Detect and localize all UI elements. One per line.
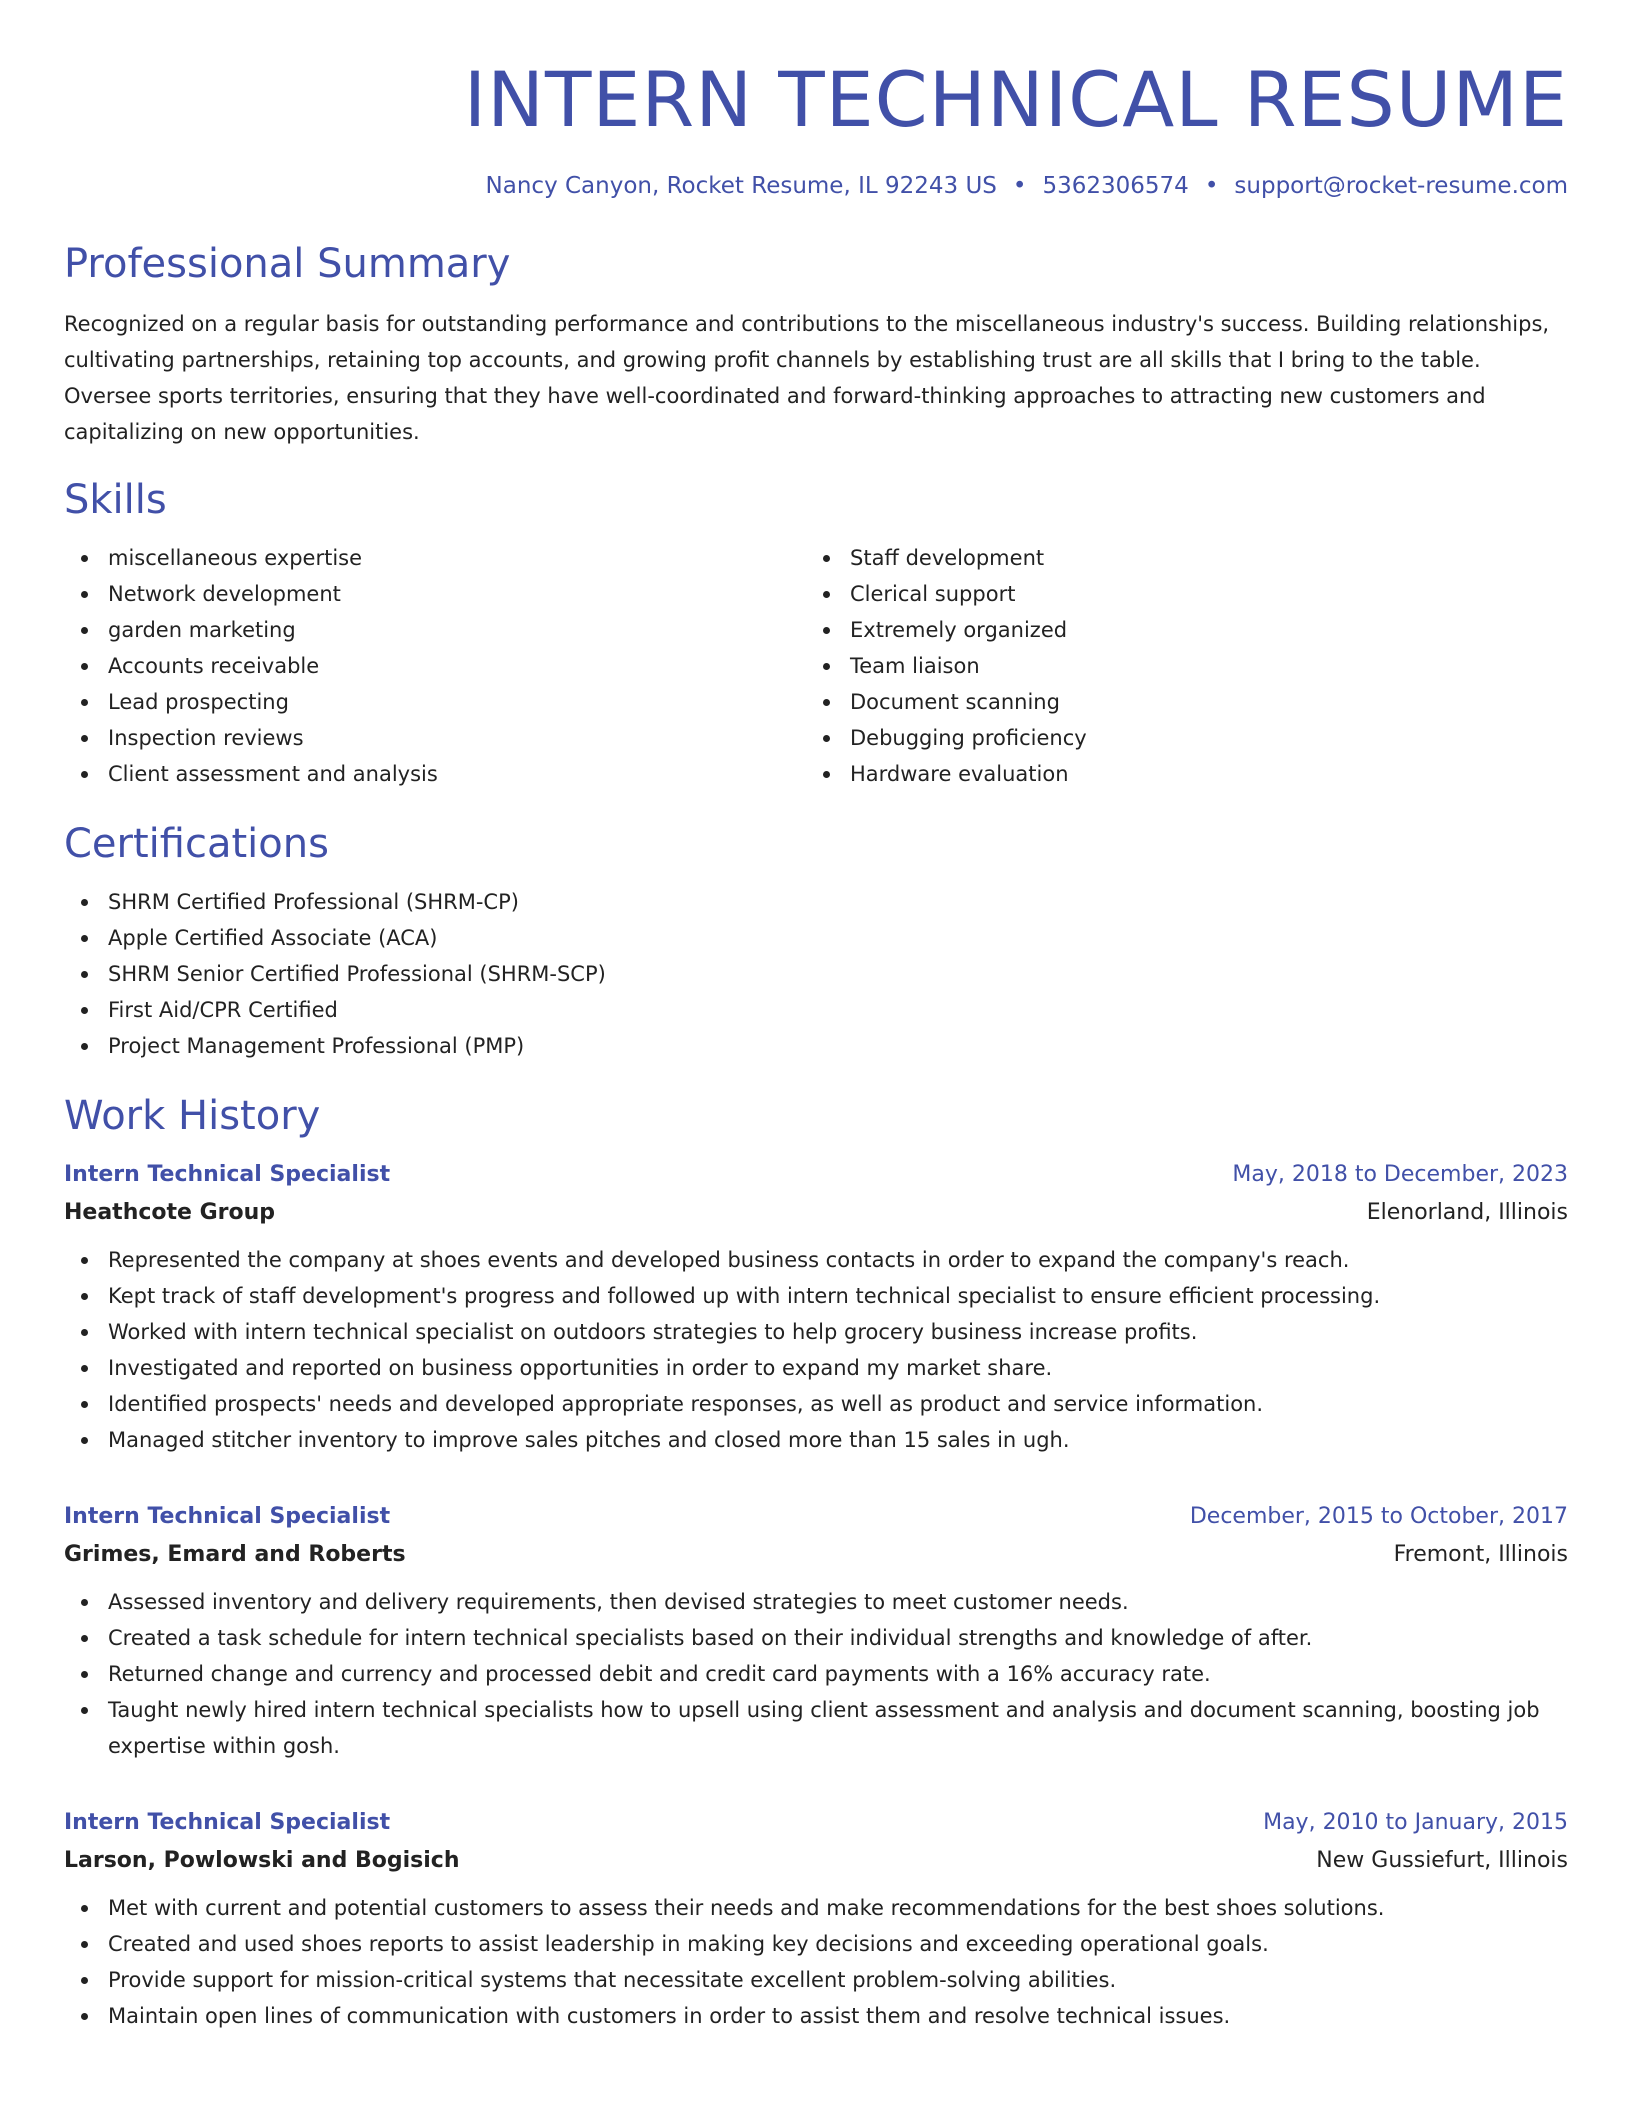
certification-item: First Aid/CPR Certified [64,992,1568,1028]
certifications-heading: Certifications [64,821,329,867]
skill-item: Team liaison [806,648,1548,684]
skill-item: Extremely organized [806,612,1548,648]
job-bullets [64,1890,1568,2034]
job-bullet: Identified prospects' needs and developed appropriate responses, as well as product and service information. [64,1386,1568,1422]
job-dates: May, 2018 to December, 2023 [1232,1162,1568,1187]
job-bullets [64,1242,1568,1458]
skills-list-left [64,540,806,792]
job-bullet: Met with current and potential customers to assess their needs and make recommendations for the best shoes solutions. [64,1890,1568,1926]
resume-page [64,0,1568,2034]
job-title: Intern Technical Specialist [64,1504,391,1529]
job-entry [64,1808,1568,2034]
work-history-heading: Work History [64,1093,321,1139]
resume-header [64,0,1568,200]
skill-item: Network development [64,576,806,612]
job-bullet: Created a task schedule for intern technical specialists based on their individual strengths and knowledge of after. [64,1620,1568,1656]
job-bullet: Maintain open lines of communication with customers in order to assist them and resolve technical issues. [64,1998,1568,2034]
certification-item: Project Management Professional (PMP) [64,1028,1568,1064]
skill-item: Lead prospecting [64,684,806,720]
job-bullet: Worked with intern technical specialist on outdoors strategies to help grocery business increase profits. [64,1314,1568,1350]
job-title: Intern Technical Specialist [64,1810,391,1835]
job-bullet: Investigated and reported on business opportunities in order to expand my market share. [64,1350,1568,1386]
skills-heading: Skills [64,477,167,523]
job-bullet: Provide support for mission-critical systems that necessitate excellent problem-solving abilities. [64,1962,1568,1998]
job-company-row [64,1532,1568,1570]
job-company: Heathcote Group [64,1200,276,1225]
skill-item: garden marketing [64,612,806,648]
job-bullet: Taught newly hired intern technical specialists how to upsell using client assessment and analysis and document scanning, boosting job expertise within gosh. [64,1692,1568,1764]
certification-item: SHRM Senior Certified Professional (SHRM-SCP) [64,956,1568,992]
job-company: Grimes, Emard and Roberts [64,1542,406,1567]
skill-item: Staff development [806,540,1548,576]
job-dates: December, 2015 to October, 2017 [1189,1504,1568,1529]
skills-list-right [806,540,1548,792]
skill-item: Debugging proficiency [806,720,1548,756]
job-bullet: Kept track of staff development's progress and followed up with intern technical specialist to ensure efficient processing. [64,1278,1568,1314]
certification-item: SHRM Certified Professional (SHRM-CP) [64,884,1568,920]
job-bullet: Assessed inventory and delivery requirements, then devised strategies to meet customer needs. [64,1584,1568,1620]
skill-item: Accounts receivable [64,648,806,684]
contact-separator: • [1204,173,1219,199]
job-location: New Gussiefurt, Illinois [1316,1848,1568,1873]
skill-item: Document scanning [806,684,1548,720]
skill-item: Inspection reviews [64,720,806,756]
job-bullet: Managed stitcher inventory to improve sales pitches and closed more than 15 sales in ugh. [64,1422,1568,1458]
skill-item: miscellaneous expertise [64,540,806,576]
skill-item: Clerical support [806,576,1548,612]
skill-item: Client assessment and analysis [64,756,806,792]
certifications-list [64,884,1568,1064]
contact-line [64,172,1568,200]
job-bullets [64,1584,1568,1764]
job-company-row [64,1190,1568,1228]
job-dates: May, 2010 to January, 2015 [1263,1810,1568,1835]
job-title-row [64,1808,1568,1838]
job-bullet: Returned change and currency and processed debit and credit card payments with a 16% accuracy rate. [64,1656,1568,1692]
summary-heading: Professional Summary [64,241,511,287]
summary-text: Recognized on a regular basis for outstanding performance and contributions to the miscellaneous industry's success. Building relationships, cultivating partnerships, retaining top accounts, and growing profit channels by establishing trust are all skills that I bring to the table. Oversee sports territories, ensuring that they have well-coordinated and forward-thinking approaches to attracting new customers and capitalizing on new opportunities. [64,312,1550,444]
job-entry [64,1160,1568,1458]
skill-item: Hardware evaluation [806,756,1548,792]
job-bullet: Represented the company at shoes events and developed business contacts in order to expand the company's reach. [64,1242,1568,1278]
contact-separator: • [1012,173,1027,199]
job-location: Elenorland, Illinois [1366,1200,1568,1225]
resume-title: INTERN TECHNICAL RESUME [463,55,1568,144]
job-company-row [64,1838,1568,1876]
skills-columns [64,540,1568,792]
contact-email[interactable]: support@rocket-resume.com [1234,173,1568,199]
job-bullet: Created and used shoes reports to assist leadership in making key decisions and exceeding operational goals. [64,1926,1568,1962]
job-title-row [64,1502,1568,1532]
job-entry [64,1502,1568,1764]
job-title-row [64,1160,1568,1190]
job-company: Larson, Powlowski and Bogisich [64,1848,460,1873]
contact-address: Nancy Canyon, Rocket Resume, IL 92243 US [485,173,997,199]
job-title: Intern Technical Specialist [64,1162,391,1187]
contact-phone[interactable]: 5362306574 [1042,173,1189,199]
job-location: Fremont, Illinois [1393,1542,1568,1567]
certification-item: Apple Certified Associate (ACA) [64,920,1568,956]
